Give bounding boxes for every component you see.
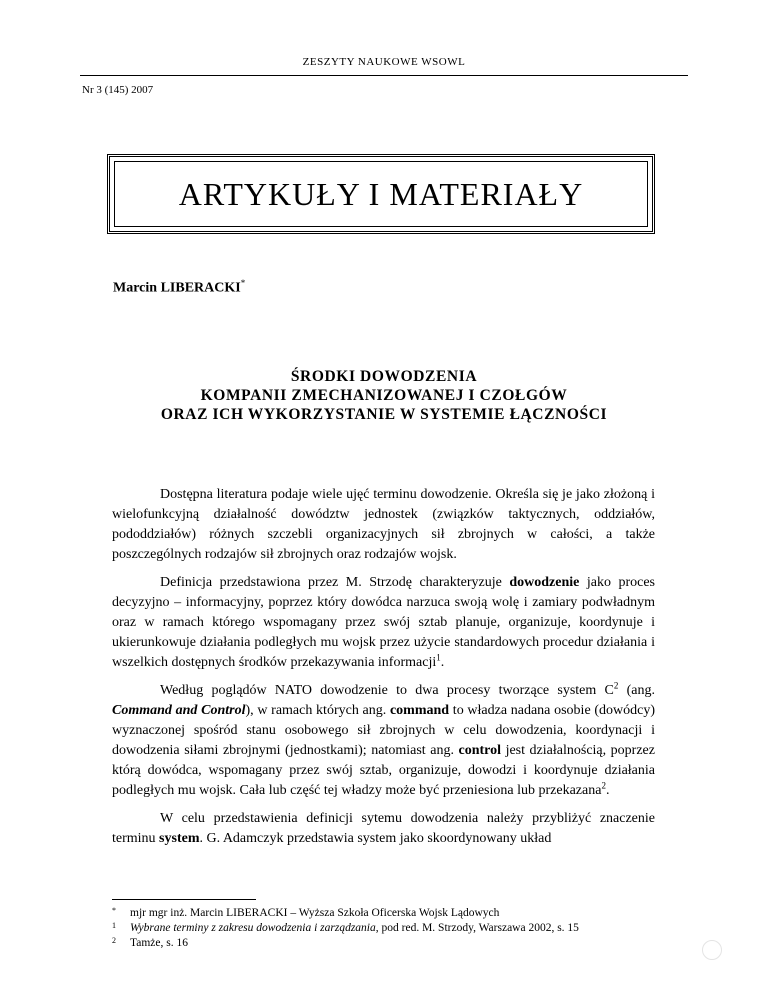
paragraph-3: Według poglądów NATO dowodzenie to dwa procesy tworzące system $C^2$ (ang. Command and Control), w ramach których ang. command to władza nadana osobie (dowódcy) wyznaczonej spośród stanu osobowego sił zbrojnych w celu dowodzenia, koordynacji i dowodzenia siłami zbrojnymi (jednostkami); natomiast ang. control jest działalnością, poprzez którą dowódca, wspomagany przez swój sztab, organizuje, dowodzi i koordynuje działania podległych mu wojsk. Cała lub część tej władzy może być przeniesiona lub przekazana$^2$. [112,680,656,798]
term-control: control [458,743,502,758]
section-title-box [107,154,655,234]
issue-number: Nr 3 (145) 2007 [82,84,154,96]
article-title [0,367,768,424]
article-title-line-2: KOMPANII ZMECHANIZOWANEJ I CZOŁGÓW [200,387,568,404]
header-divider [80,75,688,76]
term-command-and-control: Command and Control [112,703,246,718]
journal-title: ZESZYTY NAUKOWE WSOWL [302,56,466,68]
author-footnote-mark: * [240,278,246,288]
footnote-ref-2: 2 [601,780,606,791]
footnote-author: * mjr mgr inż. Marcin LIBERACKI – Wyższa Szkoła Oficerska Wojsk Lądowych [112,906,500,919]
term-dowodzenie: dowodzenie [509,575,580,590]
term-system: system [159,831,200,846]
section-title: ARTYKUŁY I MATERIAŁY [178,175,584,212]
paragraph-4: W celu przedstawienia definicji sytemu dowodzenia należy przybliżyć znaczenie terminu system. G. Adamczyk przedstawia system jako skoordynowany układ [112,811,655,846]
term-command: command [389,703,450,718]
author [113,278,245,297]
watermark-icon [702,940,722,960]
article-body [112,485,655,849]
author-name: Marcin LIBERACKI [113,280,241,296]
footnote-divider [112,899,256,900]
footnote-2: 2 Tamże, s. 16 [112,936,188,949]
paragraph-1: Dostępna literatura podaje wiele ujęć terminu dowodzenie. Określa się je jako złożoną i wielofunkcyjną działalność dowództw jednostek (związków taktycznych, oddziałów, pododdziałów) różnych szczebli organizacyjnych sił zbrojnych w całości, a także poszczególnych rodzajów sił zbrojnych oraz rodzajów wojsk. [112,487,655,562]
section-title-frame [114,161,648,227]
footnotes [112,906,672,951]
footnote-1: 1 Wybrane terminy z zakresu dowodzenia i zarządzania, pod red. M. Strzody, Warszawa 2002, s. 15 [112,921,579,934]
paragraph-2: Definicja przedstawiona przez M. Strzodę charakteryzuje dowodzenie jako proces decyzyjno – informacyjny, poprzez który dowódca narzuca swoją wolę i zamiary podwładnym oraz w ramach którego wspomagany przez swój sztab planuje, organizuje, koordynuje i ukierunkowuje działania podległych mu wojsk przez użycie standardowych procedur działania i wszelkich dostępnych środków przekazywania informacji$^1$. [112,575,655,670]
superscript-2: 2 [613,680,619,691]
article-title-line-1: ŚRODKI DOWODZENIA [290,368,478,385]
footnote-ref-1: 1 [436,652,441,663]
article-title-line-3: ORAZ ICH WYKORZYSTANIE W SYSTEMIE ŁĄCZNOŚCI [160,406,608,423]
